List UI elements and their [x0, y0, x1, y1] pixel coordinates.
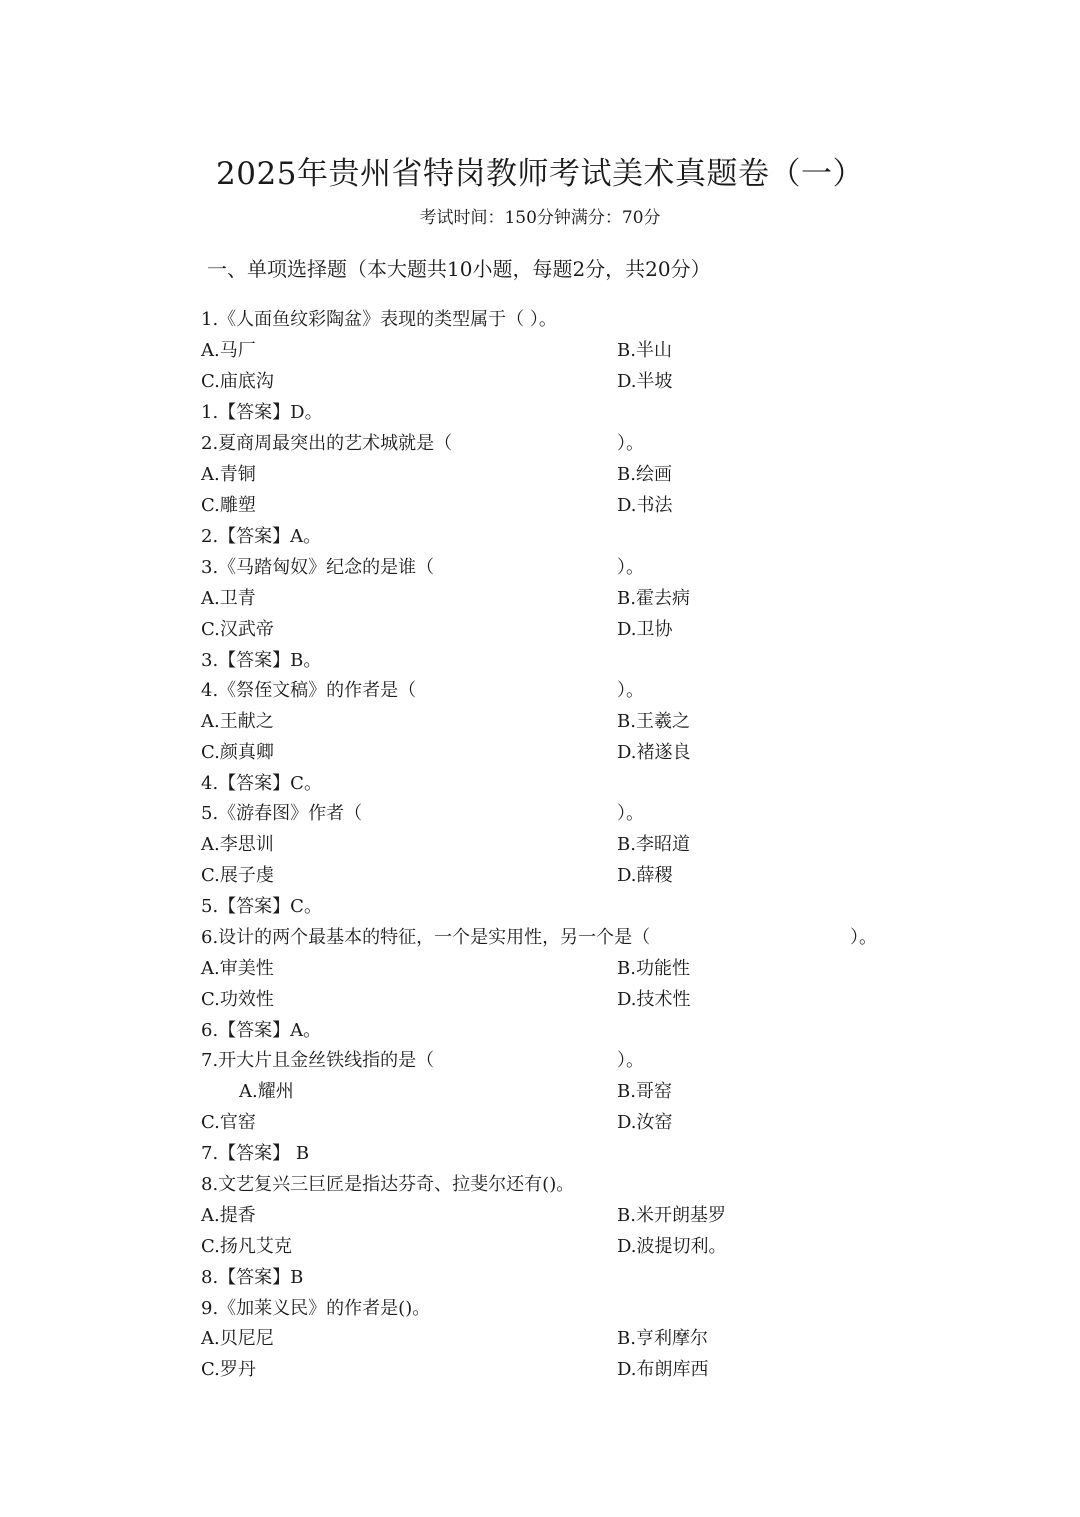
option-c: C.汉武帝 — [201, 619, 274, 640]
answer-line: 7.【答案】 B — [201, 1143, 310, 1164]
question-blank-close: ）。 — [617, 803, 644, 824]
option-d: D.汝窑 — [617, 1112, 673, 1133]
option-b: B.半山 — [617, 340, 672, 361]
section-heading: 一、单项选择题（本大题共10小题，每题2分，共20分） — [207, 257, 711, 281]
answer-line: 1.【答案】D。 — [201, 402, 323, 423]
option-c: C.展子虔 — [201, 865, 274, 886]
question-stem: 1.《人面鱼纹彩陶盆》表现的类型属于（ ）。 — [201, 309, 557, 330]
option-d: D.卫协 — [617, 619, 673, 640]
option-a: A.耀州 — [239, 1081, 294, 1102]
option-d: D.波提切利。 — [617, 1236, 727, 1257]
option-c: C.雕塑 — [201, 495, 256, 516]
answer-line: 3.【答案】B。 — [201, 650, 322, 671]
option-a: A.青铜 — [201, 464, 256, 485]
option-b: B.霍去病 — [617, 588, 690, 609]
option-a: A.卫青 — [201, 588, 256, 609]
option-b: B.米开朗基罗 — [617, 1205, 726, 1226]
option-b: B.亨利摩尔 — [617, 1328, 708, 1349]
option-d: D.技术性 — [617, 989, 691, 1010]
option-b: B.绘画 — [617, 464, 672, 485]
option-a: A.审美性 — [201, 958, 274, 979]
option-d: D.褚遂良 — [617, 742, 691, 763]
option-c: C.功效性 — [201, 989, 274, 1010]
answer-line: 5.【答案】C。 — [201, 896, 322, 917]
exam-title: 2025年贵州省特岗教师考试美术真题卷（一） — [216, 156, 864, 192]
option-a: A.贝尼尼 — [201, 1328, 274, 1349]
option-b: B.王羲之 — [617, 711, 690, 732]
option-d: D.半坡 — [617, 371, 673, 392]
option-c: C.颜真卿 — [201, 742, 274, 763]
option-c: C.扬凡艾克 — [201, 1236, 292, 1257]
option-a: A.王献之 — [201, 711, 274, 732]
answer-line: 8.【答案】B — [201, 1267, 304, 1288]
question-blank-close: ）。 — [617, 680, 644, 701]
option-d: D.书法 — [617, 495, 673, 516]
option-a: A.提香 — [201, 1205, 256, 1226]
question-stem: 6.设计的两个最基本的特征，一个是实用性，另一个是（ — [201, 927, 651, 948]
answer-line: 2.【答案】A。 — [201, 526, 322, 547]
option-a: A.马厂 — [201, 340, 256, 361]
question-stem: 4.《祭侄文稿》的作者是（ — [201, 680, 417, 701]
option-b: B.李昭道 — [617, 834, 690, 855]
question-stem: 5.《游春图》作者（ — [201, 803, 363, 824]
answer-line: 4.【答案】C。 — [201, 773, 322, 794]
exam-subtitle: 考试时间：150分钟满分：70分 — [419, 208, 661, 228]
question-stem: 9.《加莱义民》的作者是()。 — [201, 1298, 431, 1319]
question-blank-close: ）。 — [850, 927, 877, 948]
question-stem: 8.文艺复兴三巨匠是指达芬奇、拉斐尔还有()。 — [201, 1174, 575, 1195]
option-c: C.罗丹 — [201, 1359, 256, 1380]
option-b: B.哥窑 — [617, 1081, 672, 1102]
option-b: B.功能性 — [617, 958, 690, 979]
question-stem: 3.《马踏匈奴》纪念的是谁（ — [201, 557, 435, 578]
question-blank-close: ）。 — [617, 557, 644, 578]
question-stem: 2.夏商周最突出的艺术城就是（ — [201, 433, 453, 454]
option-d: D.布朗库西 — [617, 1359, 709, 1380]
option-c: C.庙底沟 — [201, 371, 274, 392]
question-blank-close: ）。 — [617, 433, 644, 454]
answer-line: 6.【答案】A。 — [201, 1020, 322, 1041]
option-a: A.李思训 — [201, 834, 274, 855]
question-blank-close: ）。 — [617, 1050, 644, 1071]
option-d: D.薛稷 — [617, 865, 673, 886]
question-stem: 7.开大片且金丝铁线指的是（ — [201, 1050, 435, 1071]
option-c: C.官窑 — [201, 1112, 256, 1133]
